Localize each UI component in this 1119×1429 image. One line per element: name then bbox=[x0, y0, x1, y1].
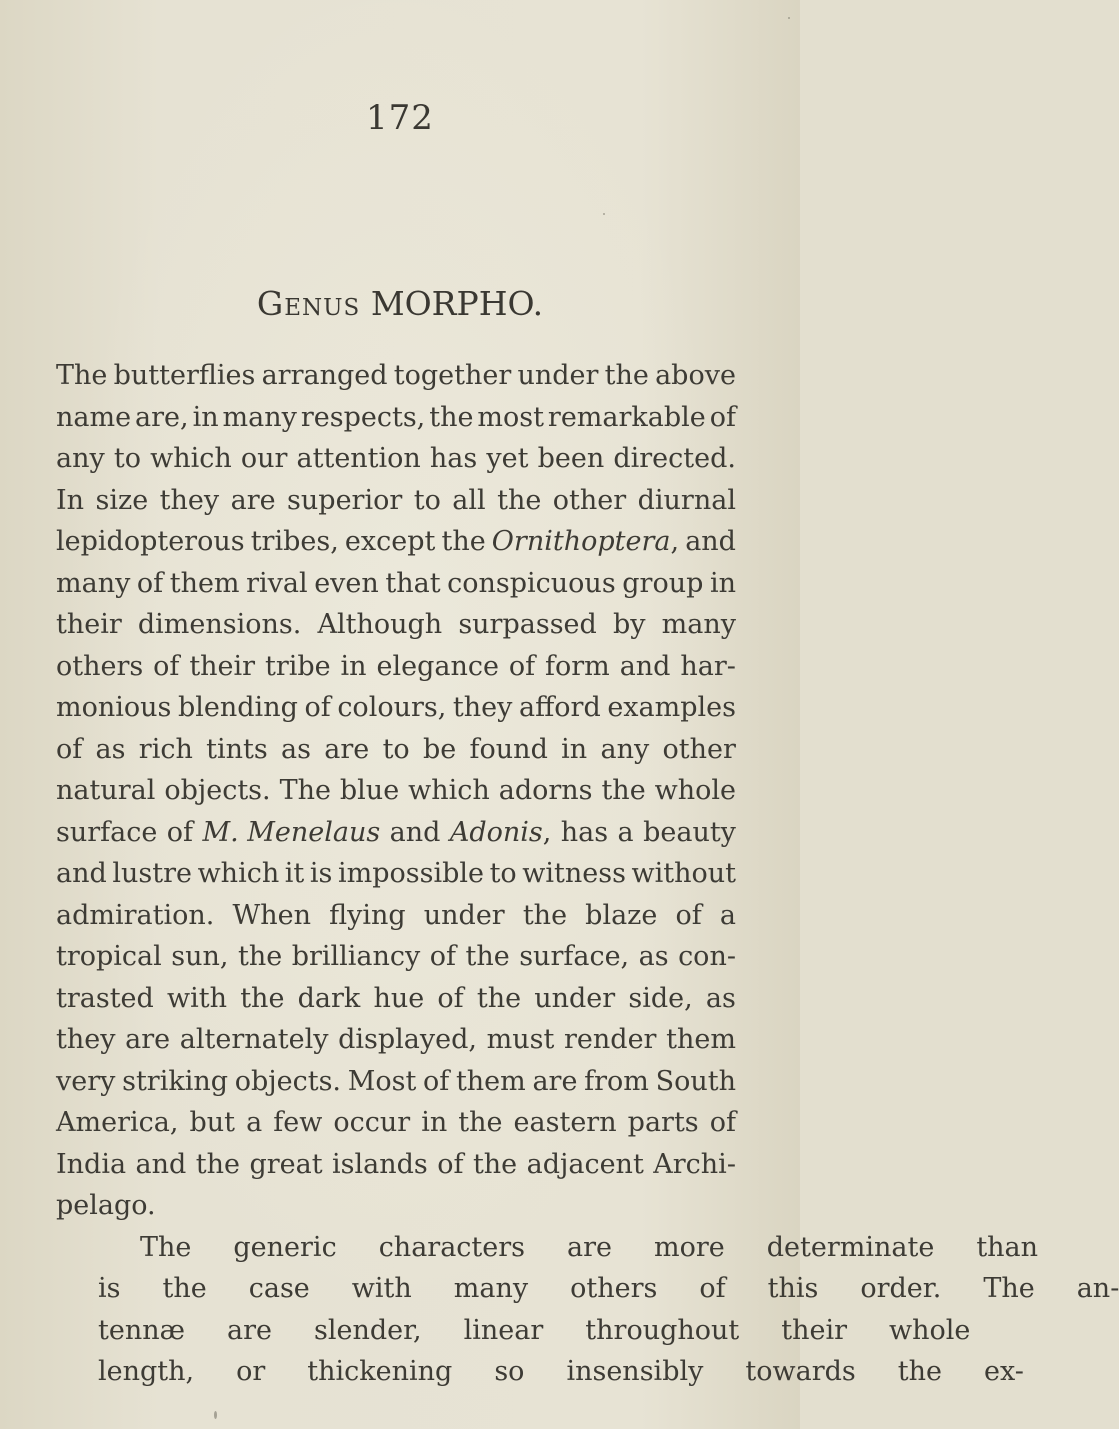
text-line bbox=[56, 397, 736, 439]
word: Although bbox=[317, 609, 443, 640]
word: throughout bbox=[585, 1314, 740, 1346]
text-line bbox=[56, 563, 736, 605]
word: be bbox=[422, 733, 457, 765]
word: When bbox=[232, 899, 311, 931]
word: impossible bbox=[337, 858, 484, 889]
text-line bbox=[56, 1351, 1024, 1393]
word: that bbox=[385, 567, 441, 599]
word: great bbox=[249, 1148, 323, 1180]
paper-speck bbox=[788, 17, 790, 19]
word: are bbox=[227, 1314, 272, 1346]
word: are bbox=[230, 484, 276, 516]
word: and bbox=[619, 650, 671, 682]
word: of bbox=[709, 1107, 736, 1138]
word: arranged bbox=[261, 360, 388, 391]
italic-term: Ornithoptera bbox=[491, 526, 671, 557]
word: insensibly bbox=[566, 1356, 704, 1387]
word: any bbox=[600, 733, 650, 765]
word: and bbox=[56, 858, 107, 889]
text-line bbox=[56, 853, 736, 895]
word: has bbox=[429, 443, 478, 474]
word bbox=[202, 812, 380, 854]
word: length, bbox=[98, 1356, 195, 1387]
word: our bbox=[240, 443, 288, 474]
word: thickening bbox=[307, 1356, 453, 1387]
word: India bbox=[56, 1148, 127, 1180]
word: slender, bbox=[313, 1314, 422, 1346]
text-line bbox=[56, 1061, 736, 1103]
word: in bbox=[421, 1107, 448, 1138]
word: very bbox=[56, 1065, 116, 1097]
word: in bbox=[340, 650, 367, 682]
paper-speck bbox=[603, 213, 605, 215]
word: objects. bbox=[234, 1065, 342, 1097]
word: dimensions. bbox=[137, 609, 302, 640]
word: order. bbox=[860, 1273, 942, 1304]
word: elegance bbox=[376, 650, 499, 682]
word: many bbox=[453, 1273, 529, 1304]
word: by bbox=[612, 609, 646, 640]
word: been bbox=[537, 443, 605, 474]
word: The bbox=[56, 360, 108, 391]
text-line bbox=[56, 936, 736, 978]
word: the bbox=[465, 941, 510, 972]
word: superior bbox=[287, 484, 403, 516]
text-line bbox=[56, 604, 736, 646]
word: must bbox=[486, 1024, 555, 1055]
word: is bbox=[98, 1273, 121, 1304]
word: con- bbox=[678, 941, 736, 972]
word: surpassed bbox=[458, 609, 597, 640]
word: determinate bbox=[766, 1231, 935, 1263]
word: most bbox=[477, 401, 544, 433]
word: admiration. bbox=[56, 899, 215, 931]
text-line bbox=[56, 770, 736, 812]
word: har- bbox=[680, 650, 736, 682]
word: they bbox=[452, 692, 513, 723]
word: the bbox=[522, 899, 568, 931]
word: of bbox=[136, 567, 164, 599]
text-line bbox=[56, 1019, 736, 1061]
word: islands bbox=[332, 1148, 428, 1180]
word: together bbox=[393, 360, 512, 391]
word: America, bbox=[56, 1107, 179, 1138]
word: the bbox=[441, 526, 486, 557]
text-line: pelago. bbox=[56, 1190, 156, 1221]
text-line bbox=[56, 812, 736, 854]
word: even bbox=[314, 567, 379, 599]
word: the bbox=[162, 1273, 207, 1304]
word: this bbox=[767, 1273, 819, 1304]
word: except bbox=[344, 526, 436, 557]
word: are bbox=[324, 733, 370, 765]
word: Archi- bbox=[653, 1148, 736, 1180]
word: to bbox=[113, 443, 141, 474]
word: other bbox=[552, 484, 627, 516]
word: of bbox=[166, 816, 194, 848]
word: linear bbox=[463, 1314, 544, 1346]
word: tennæ bbox=[98, 1314, 185, 1346]
text-line bbox=[56, 1268, 1119, 1310]
word: of bbox=[675, 899, 702, 931]
word: above bbox=[655, 360, 736, 391]
paragraph-1 bbox=[56, 355, 736, 1227]
word: surface, bbox=[519, 941, 630, 972]
paragraph-2 bbox=[56, 1227, 1119, 1393]
word: In bbox=[56, 484, 85, 516]
word: a bbox=[617, 816, 634, 848]
word: but bbox=[189, 1107, 236, 1138]
word: them bbox=[455, 1065, 526, 1097]
word: brilliancy bbox=[291, 941, 421, 972]
word: from bbox=[584, 1065, 649, 1097]
word: has bbox=[560, 816, 609, 848]
word: lustre bbox=[112, 858, 192, 889]
text-line bbox=[56, 1102, 736, 1144]
word: side, bbox=[628, 982, 693, 1014]
text-line bbox=[56, 355, 736, 397]
word: of bbox=[153, 650, 180, 682]
word: the bbox=[458, 1107, 503, 1138]
word: of bbox=[437, 1148, 464, 1180]
word: parts bbox=[627, 1107, 699, 1138]
word: others bbox=[56, 650, 144, 682]
word: their bbox=[781, 1314, 848, 1346]
word: The bbox=[279, 775, 331, 806]
word: with bbox=[167, 982, 228, 1014]
word: attention bbox=[296, 443, 421, 474]
word: found bbox=[469, 733, 548, 765]
word: objects. bbox=[164, 775, 271, 806]
word: size bbox=[95, 484, 149, 516]
word: they bbox=[56, 1024, 116, 1055]
word: of bbox=[437, 982, 464, 1014]
word: many bbox=[661, 609, 736, 640]
body-text bbox=[56, 355, 1119, 1393]
word: a bbox=[246, 1107, 263, 1138]
word: of bbox=[709, 401, 736, 433]
word: few bbox=[273, 1107, 323, 1138]
word: with bbox=[351, 1273, 412, 1304]
genus-heading bbox=[0, 284, 800, 323]
word: of bbox=[56, 733, 83, 765]
word: as bbox=[638, 941, 669, 972]
word: are bbox=[532, 1065, 578, 1097]
word: others bbox=[570, 1273, 658, 1304]
word: are bbox=[125, 1024, 171, 1055]
word: and bbox=[685, 526, 736, 557]
word: adorns bbox=[498, 775, 593, 806]
word: which bbox=[150, 443, 232, 474]
word: form bbox=[545, 650, 610, 682]
word: witness bbox=[522, 858, 626, 889]
word: ex- bbox=[983, 1356, 1024, 1387]
page-number: 172 bbox=[366, 98, 434, 138]
word: or bbox=[236, 1356, 266, 1387]
word: of bbox=[304, 692, 331, 723]
word: under bbox=[423, 899, 505, 931]
word: blaze bbox=[585, 899, 658, 931]
word: butterflies bbox=[113, 360, 256, 391]
word: an- bbox=[1076, 1273, 1119, 1304]
text-line bbox=[56, 1227, 1039, 1269]
word: many bbox=[222, 401, 297, 433]
word: under bbox=[534, 982, 616, 1014]
word: adjacent bbox=[526, 1148, 644, 1180]
italic-term: Adonis bbox=[449, 816, 543, 848]
word: monious bbox=[56, 692, 172, 723]
genus-name: MORPHO. bbox=[370, 284, 544, 323]
word: blue bbox=[339, 775, 400, 806]
word: surface bbox=[56, 816, 158, 848]
word: and bbox=[389, 816, 441, 848]
word: them bbox=[169, 567, 240, 599]
word: of bbox=[508, 650, 536, 682]
word: without bbox=[631, 858, 736, 889]
word: characters bbox=[378, 1231, 526, 1263]
word: sun, bbox=[171, 941, 229, 972]
word: a bbox=[719, 899, 736, 931]
text-line bbox=[56, 978, 736, 1020]
word: trasted bbox=[56, 982, 154, 1014]
word: in bbox=[561, 733, 588, 765]
word: Adonis, bbox=[449, 816, 552, 848]
word: whole bbox=[654, 775, 736, 806]
word: blending bbox=[177, 692, 298, 723]
text-line bbox=[56, 1144, 736, 1186]
word: the bbox=[604, 360, 649, 391]
word: in bbox=[709, 567, 736, 599]
word: is bbox=[309, 858, 333, 889]
text-line bbox=[56, 438, 736, 480]
text-line bbox=[56, 1310, 971, 1352]
word: under bbox=[517, 360, 599, 391]
word: beauty bbox=[643, 816, 736, 848]
text-line bbox=[56, 895, 736, 937]
word: case bbox=[248, 1273, 310, 1304]
word: rich bbox=[138, 733, 193, 765]
word: The bbox=[140, 1231, 192, 1263]
word: Most bbox=[347, 1065, 417, 1097]
word: of bbox=[429, 941, 457, 972]
word: tribe bbox=[264, 650, 331, 682]
word: the bbox=[476, 982, 522, 1014]
word: lepidopterous bbox=[56, 526, 245, 557]
word: alternately bbox=[179, 1024, 329, 1055]
word: South bbox=[655, 1065, 736, 1097]
word: than bbox=[976, 1231, 1039, 1263]
word: tropical bbox=[56, 941, 162, 972]
text-line bbox=[56, 646, 736, 688]
word: flying bbox=[329, 899, 406, 931]
word: they bbox=[159, 484, 220, 516]
word: to bbox=[489, 858, 517, 889]
word: tribes, bbox=[250, 526, 339, 557]
word: yet bbox=[486, 443, 529, 474]
word: examples bbox=[607, 692, 736, 723]
text-line bbox=[56, 521, 736, 563]
word: of bbox=[699, 1273, 726, 1304]
word: occur bbox=[333, 1107, 411, 1138]
word: natural bbox=[56, 775, 156, 806]
word: generic bbox=[233, 1231, 337, 1263]
word: of bbox=[423, 1065, 450, 1097]
word: Ornithoptera, bbox=[491, 526, 680, 557]
word: so bbox=[494, 1356, 525, 1387]
word: as bbox=[705, 982, 736, 1014]
word: diurnal bbox=[637, 484, 736, 516]
word: hue bbox=[373, 982, 425, 1014]
word: as bbox=[281, 733, 311, 765]
word: the bbox=[497, 484, 542, 516]
word: remarkable bbox=[547, 401, 706, 433]
word: dark bbox=[297, 982, 361, 1014]
word: the bbox=[429, 401, 474, 433]
word: the bbox=[195, 1148, 240, 1180]
word: the bbox=[237, 941, 283, 972]
word: their bbox=[56, 609, 122, 640]
word: the bbox=[601, 775, 646, 806]
italic-term: M. Menelaus bbox=[202, 816, 381, 848]
word: render bbox=[564, 1024, 657, 1055]
word: afford bbox=[519, 692, 601, 723]
word: are, bbox=[135, 401, 189, 433]
text-line bbox=[56, 687, 736, 729]
word: to bbox=[413, 484, 441, 516]
word: name bbox=[56, 401, 132, 433]
word: group bbox=[622, 567, 704, 599]
paper-speck bbox=[214, 1411, 217, 1419]
word: them bbox=[666, 1024, 736, 1055]
word: the bbox=[897, 1356, 942, 1387]
word: rival bbox=[246, 567, 308, 599]
word: colours, bbox=[337, 692, 447, 723]
word: eastern bbox=[513, 1107, 617, 1138]
word: more bbox=[654, 1231, 725, 1263]
word: to bbox=[382, 733, 410, 765]
word: all bbox=[452, 484, 486, 516]
word: which bbox=[408, 775, 490, 806]
word: the bbox=[472, 1148, 518, 1180]
word: towards bbox=[745, 1356, 856, 1387]
word: respects, bbox=[300, 401, 426, 433]
word: many bbox=[56, 567, 131, 599]
word: The bbox=[983, 1273, 1035, 1304]
word: are bbox=[567, 1231, 612, 1263]
text-line bbox=[56, 480, 736, 522]
word: any bbox=[56, 443, 105, 474]
word: displayed, bbox=[338, 1024, 477, 1055]
word: tints bbox=[206, 733, 268, 765]
genus-prefix: Genus bbox=[256, 284, 361, 323]
word: it bbox=[284, 858, 305, 889]
word: whole bbox=[889, 1314, 971, 1346]
word: the bbox=[240, 982, 285, 1014]
word: and bbox=[135, 1148, 187, 1180]
word: their bbox=[189, 650, 256, 682]
word: in bbox=[192, 401, 219, 433]
word: striking bbox=[122, 1065, 229, 1097]
word: conspicuous bbox=[447, 567, 616, 599]
word: which bbox=[197, 858, 280, 889]
text-line bbox=[56, 729, 736, 771]
word: as bbox=[95, 733, 126, 765]
word: directed. bbox=[613, 443, 736, 474]
word: other bbox=[662, 733, 736, 765]
